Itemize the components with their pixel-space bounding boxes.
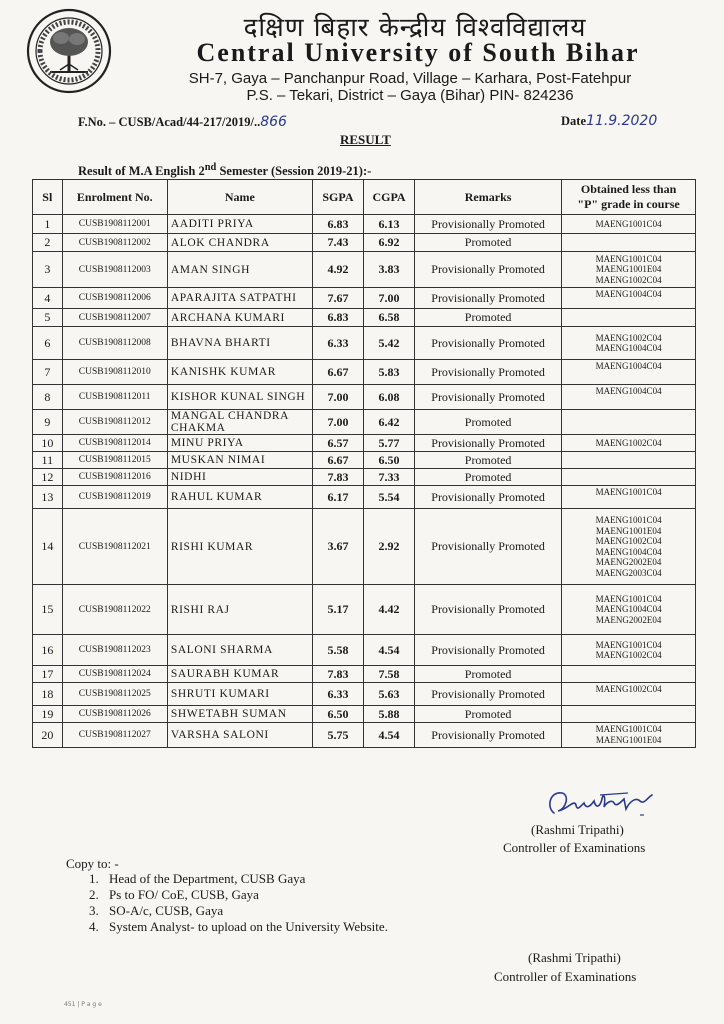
cell-remarks: Promoted bbox=[415, 706, 562, 723]
cell-cgpa: 7.33 bbox=[363, 469, 414, 486]
copy-to-label: Copy to: - bbox=[66, 856, 119, 871]
cell-sgpa: 5.17 bbox=[312, 585, 363, 635]
grade-header-line-2: "P" grade in course bbox=[577, 197, 680, 211]
university-name-english: Central University of South Bihar bbox=[196, 38, 640, 67]
cell-enrolment: CUSB1908112001 bbox=[62, 215, 167, 234]
cell-sgpa: 5.75 bbox=[312, 723, 363, 748]
subtitle-text-post: Semester (Session 2019-21):- bbox=[216, 164, 372, 179]
university-seal-logo bbox=[26, 8, 112, 94]
cell-sl: 18 bbox=[33, 683, 63, 706]
cell-sgpa: 5.58 bbox=[312, 635, 363, 666]
table-row bbox=[33, 683, 696, 706]
table-row bbox=[33, 635, 696, 666]
cell-name: KISHOR KUNAL SINGH bbox=[167, 385, 312, 410]
cell-cgpa: 6.58 bbox=[363, 309, 414, 327]
table-row bbox=[33, 327, 696, 360]
grade-course-code: MAENG1004C04 bbox=[595, 289, 662, 299]
copy-to-item bbox=[89, 903, 388, 919]
grade-course-code: MAENG1001C04 bbox=[595, 218, 662, 229]
cell-cgpa: 6.13 bbox=[363, 215, 414, 234]
cell-remarks: Provisionally Promoted bbox=[415, 509, 562, 585]
cell-cgpa: 5.54 bbox=[363, 486, 414, 509]
table-row bbox=[33, 410, 696, 435]
cell-enrolment: CUSB1908112011 bbox=[62, 385, 167, 410]
signatory-designation-footer: Controller of Examinations bbox=[494, 969, 637, 984]
col-header-sgpa: SGPA bbox=[312, 180, 363, 215]
cell-enrolment: CUSB1908112007 bbox=[62, 309, 167, 327]
cell-grades bbox=[562, 486, 696, 509]
cell-sgpa: 7.00 bbox=[312, 385, 363, 410]
copy-to-list bbox=[89, 871, 388, 935]
table-row bbox=[33, 252, 696, 288]
result-table-body bbox=[33, 215, 696, 748]
cell-sl: 19 bbox=[33, 706, 63, 723]
table-row bbox=[33, 385, 696, 410]
cell-sl: 10 bbox=[33, 435, 63, 452]
cell-enrolment: CUSB1908112026 bbox=[62, 706, 167, 723]
result-heading: RESULT bbox=[340, 132, 391, 147]
cell-grades bbox=[562, 452, 696, 469]
cell-grades bbox=[562, 435, 696, 452]
grade-course-code: MAENG1001C04 bbox=[595, 724, 662, 734]
cell-sl: 5 bbox=[33, 309, 63, 327]
result-subtitle bbox=[78, 162, 371, 179]
cell-grades bbox=[562, 666, 696, 683]
cell-cgpa: 4.42 bbox=[363, 585, 414, 635]
grade-course-code: MAENG1002C04 bbox=[595, 650, 662, 660]
grade-course-code: MAENG1001C04 bbox=[595, 487, 662, 497]
cell-remarks: Promoted bbox=[415, 469, 562, 486]
cell-name: AADITI PRIYA bbox=[167, 215, 312, 234]
cell-name: MUSKAN NIMAI bbox=[167, 452, 312, 469]
cell-grades bbox=[562, 635, 696, 666]
cell-remarks: Promoted bbox=[415, 666, 562, 683]
copy-to-text: Head of the Department, CUSB Gaya bbox=[109, 871, 306, 886]
cell-sgpa: 3.67 bbox=[312, 509, 363, 585]
cell-enrolment: CUSB1908112019 bbox=[62, 486, 167, 509]
col-header-sl: Sl bbox=[33, 180, 63, 215]
copy-to-number: 1. bbox=[89, 871, 99, 886]
cell-sgpa: 6.17 bbox=[312, 486, 363, 509]
cell-enrolment: CUSB1908112010 bbox=[62, 360, 167, 385]
cell-name: RAHUL KUMAR bbox=[167, 486, 312, 509]
cell-enrolment: CUSB1908112014 bbox=[62, 435, 167, 452]
table-row bbox=[33, 509, 696, 585]
cell-sl: 17 bbox=[33, 666, 63, 683]
cell-sl: 14 bbox=[33, 509, 63, 585]
cell-remarks: Provisionally Promoted bbox=[415, 486, 562, 509]
cell-sl: 2 bbox=[33, 234, 63, 252]
cell-name: BHAVNA BHARTI bbox=[167, 327, 312, 360]
grade-course-code: MAENG1004C04 bbox=[595, 546, 662, 557]
cell-sgpa: 6.83 bbox=[312, 309, 363, 327]
cell-remarks: Promoted bbox=[415, 452, 562, 469]
cell-cgpa: 7.00 bbox=[363, 288, 414, 309]
cell-sl: 8 bbox=[33, 385, 63, 410]
col-header-cgpa: CGPA bbox=[363, 180, 414, 215]
col-header-name: Name bbox=[167, 180, 312, 215]
cell-sl: 6 bbox=[33, 327, 63, 360]
copy-to-item bbox=[89, 919, 388, 935]
cell-name: AMAN SINGH bbox=[167, 252, 312, 288]
cell-sgpa: 7.67 bbox=[312, 288, 363, 309]
cell-remarks: Promoted bbox=[415, 309, 562, 327]
cell-name: RISHI RAJ bbox=[167, 585, 312, 635]
cell-enrolment: CUSB1908112022 bbox=[62, 585, 167, 635]
cell-grades bbox=[562, 309, 696, 327]
grade-course-code: MAENG1004C04 bbox=[595, 361, 662, 371]
cell-name: RISHI KUMAR bbox=[167, 509, 312, 585]
cell-sl: 1 bbox=[33, 215, 63, 234]
grade-course-code: MAENG1004C04 bbox=[595, 386, 662, 396]
copy-to-text: System Analyst- to upload on the University Website. bbox=[109, 919, 388, 934]
cell-name: SAURABH KUMAR bbox=[167, 666, 312, 683]
cell-grades bbox=[562, 723, 696, 748]
cell-name: ARCHANA KUMARI bbox=[167, 309, 312, 327]
signatory-name-footer: (Rashmi Tripathi) bbox=[528, 950, 621, 965]
col-header-remarks: Remarks bbox=[415, 180, 562, 215]
cell-remarks: Provisionally Promoted bbox=[415, 385, 562, 410]
cell-remarks: Provisionally Promoted bbox=[415, 683, 562, 706]
cell-grades bbox=[562, 288, 696, 309]
cell-enrolment: CUSB1908112021 bbox=[62, 509, 167, 585]
cell-sl: 9 bbox=[33, 410, 63, 435]
subtitle-superscript: nd bbox=[204, 162, 217, 173]
grade-course-code: MAENG2002E04 bbox=[595, 614, 662, 625]
copy-to-number: 3. bbox=[89, 903, 99, 918]
university-name-hindi: दक्षिण बिहार केन्द्रीय विश्वविद्यालय bbox=[243, 13, 587, 43]
cell-remarks: Provisionally Promoted bbox=[415, 215, 562, 234]
cell-remarks: Provisionally Promoted bbox=[415, 585, 562, 635]
grade-course-code: MAENG2002E04 bbox=[595, 557, 662, 567]
cell-enrolment: CUSB1908112008 bbox=[62, 327, 167, 360]
copy-to-text: SO-A/c, CUSB, Gaya bbox=[109, 903, 224, 918]
cell-grades bbox=[562, 360, 696, 385]
table-row bbox=[33, 309, 696, 327]
cell-grades bbox=[562, 706, 696, 723]
table-row bbox=[33, 288, 696, 309]
cell-grades bbox=[562, 252, 696, 288]
cell-sgpa: 6.83 bbox=[312, 215, 363, 234]
grade-course-code: MAENG1001E04 bbox=[595, 734, 662, 745]
cell-cgpa: 6.92 bbox=[363, 234, 414, 252]
cell-sl: 4 bbox=[33, 288, 63, 309]
grade-course-code: MAENG1001E04 bbox=[595, 264, 662, 275]
grade-course-code: MAENG1002C04 bbox=[595, 536, 662, 546]
grade-course-code: MAENG1002C04 bbox=[595, 684, 662, 694]
cell-enrolment: CUSB1908112024 bbox=[62, 666, 167, 683]
page-footer-mark: 451 | P a g e bbox=[64, 1001, 102, 1008]
col-header-grades bbox=[562, 180, 696, 215]
copy-to-number: 4. bbox=[89, 919, 99, 934]
cell-cgpa: 5.83 bbox=[363, 360, 414, 385]
cell-cgpa: 6.42 bbox=[363, 410, 414, 435]
cell-sl: 20 bbox=[33, 723, 63, 748]
cell-remarks: Provisionally Promoted bbox=[415, 435, 562, 452]
cell-enrolment: CUSB1908112016 bbox=[62, 469, 167, 486]
cell-remarks: Provisionally Promoted bbox=[415, 252, 562, 288]
cell-sgpa: 6.57 bbox=[312, 435, 363, 452]
file-number bbox=[78, 114, 287, 130]
cell-enrolment: CUSB1908112015 bbox=[62, 452, 167, 469]
result-table bbox=[32, 179, 696, 748]
grade-header-line-1: Obtained less than bbox=[580, 182, 677, 196]
cell-cgpa: 4.54 bbox=[363, 635, 414, 666]
cell-name: MANGAL CHANDRA CHAKMA bbox=[167, 410, 312, 435]
cell-enrolment: CUSB1908112002 bbox=[62, 234, 167, 252]
cell-sgpa: 6.33 bbox=[312, 327, 363, 360]
table-header-row bbox=[33, 180, 696, 215]
signatory-designation: Controller of Examinations bbox=[503, 840, 646, 855]
cell-sgpa: 6.67 bbox=[312, 360, 363, 385]
cell-grades bbox=[562, 585, 696, 635]
grade-course-code: MAENG1001E04 bbox=[595, 525, 662, 536]
file-number-handwritten: 866 bbox=[260, 114, 287, 130]
cell-name: ALOK CHANDRA bbox=[167, 234, 312, 252]
cell-sl: 16 bbox=[33, 635, 63, 666]
cell-cgpa: 2.92 bbox=[363, 509, 414, 585]
grade-course-code: MAENG1002C04 bbox=[595, 332, 662, 343]
cell-enrolment: CUSB1908112025 bbox=[62, 683, 167, 706]
document-date bbox=[561, 113, 657, 129]
cell-remarks: Promoted bbox=[415, 410, 562, 435]
cell-enrolment: CUSB1908112027 bbox=[62, 723, 167, 748]
cell-sl: 12 bbox=[33, 469, 63, 486]
cell-remarks: Promoted bbox=[415, 234, 562, 252]
cell-sl: 3 bbox=[33, 252, 63, 288]
cell-sgpa: 6.67 bbox=[312, 452, 363, 469]
cell-sl: 13 bbox=[33, 486, 63, 509]
cell-enrolment: CUSB1908112003 bbox=[62, 252, 167, 288]
grade-course-code: MAENG2003C04 bbox=[595, 567, 662, 578]
cell-sgpa: 7.83 bbox=[312, 666, 363, 683]
date-label: Date bbox=[561, 114, 586, 128]
table-row bbox=[33, 666, 696, 683]
grade-course-code: MAENG1001C04 bbox=[595, 253, 662, 264]
cell-name: APARAJITA SATPATHI bbox=[167, 288, 312, 309]
cell-grades bbox=[562, 385, 696, 410]
cell-grades bbox=[562, 509, 696, 585]
table-row bbox=[33, 452, 696, 469]
cell-name: SHWETABH SUMAN bbox=[167, 706, 312, 723]
table-row bbox=[33, 486, 696, 509]
table-row bbox=[33, 706, 696, 723]
cell-remarks: Provisionally Promoted bbox=[415, 288, 562, 309]
table-row bbox=[33, 723, 696, 748]
copy-to-number: 2. bbox=[89, 887, 99, 902]
cell-cgpa: 6.08 bbox=[363, 385, 414, 410]
cell-remarks: Provisionally Promoted bbox=[415, 723, 562, 748]
cell-name: SHRUTI KUMARI bbox=[167, 683, 312, 706]
cell-name: NIDHI bbox=[167, 469, 312, 486]
cell-sgpa: 7.00 bbox=[312, 410, 363, 435]
cell-cgpa: 7.58 bbox=[363, 666, 414, 683]
table-row bbox=[33, 469, 696, 486]
grade-course-code: MAENG1002C04 bbox=[595, 437, 662, 448]
grade-course-code: MAENG1004C04 bbox=[595, 604, 662, 615]
col-header-enrolment: Enrolment No. bbox=[62, 180, 167, 215]
table-row bbox=[33, 585, 696, 635]
table-row bbox=[33, 215, 696, 234]
cell-grades bbox=[562, 410, 696, 435]
grade-course-code: MAENG1001C04 bbox=[595, 593, 662, 604]
copy-to-text: Ps to FO/ CoE, CUSB, Gaya bbox=[109, 887, 259, 902]
cell-sgpa: 6.50 bbox=[312, 706, 363, 723]
cell-enrolment: CUSB1908112023 bbox=[62, 635, 167, 666]
cell-remarks: Provisionally Promoted bbox=[415, 360, 562, 385]
address-line-1: SH-7, Gaya – Panchanpur Road, Village – Karhara, Post-Fatehpur bbox=[188, 70, 632, 87]
grade-course-code: MAENG1002C04 bbox=[595, 274, 662, 285]
cell-remarks: Provisionally Promoted bbox=[415, 327, 562, 360]
date-handwritten: 11.9.2020 bbox=[586, 113, 658, 129]
cell-cgpa: 5.63 bbox=[363, 683, 414, 706]
cell-sgpa: 6.33 bbox=[312, 683, 363, 706]
signature-image bbox=[540, 785, 660, 821]
grade-course-code: MAENG1004C04 bbox=[595, 343, 662, 353]
cell-grades bbox=[562, 234, 696, 252]
cell-sl: 11 bbox=[33, 452, 63, 469]
cell-name: VARSHA SALONI bbox=[167, 723, 312, 748]
cell-grades bbox=[562, 327, 696, 360]
cell-grades bbox=[562, 683, 696, 706]
subtitle-text-pre: Result of M.A English 2 bbox=[78, 164, 205, 179]
cell-sl: 15 bbox=[33, 585, 63, 635]
signatory-name: (Rashmi Tripathi) bbox=[531, 822, 624, 837]
cell-name: KANISHK KUMAR bbox=[167, 360, 312, 385]
cell-cgpa: 6.50 bbox=[363, 452, 414, 469]
cell-cgpa: 5.88 bbox=[363, 706, 414, 723]
copy-to-item bbox=[89, 871, 388, 887]
cell-grades bbox=[562, 215, 696, 234]
cell-enrolment: CUSB1908112006 bbox=[62, 288, 167, 309]
cell-cgpa: 5.77 bbox=[363, 435, 414, 452]
cell-sgpa: 4.92 bbox=[312, 252, 363, 288]
file-number-label: F.No. – CUSB/Acad/44-217/2019/.. bbox=[78, 115, 261, 129]
cell-name: SALONI SHARMA bbox=[167, 635, 312, 666]
address-line-2: P.S. – Tekari, District – Gaya (Bihar) PIN- 824236 bbox=[246, 87, 574, 104]
cell-sgpa: 7.43 bbox=[312, 234, 363, 252]
cell-remarks: Provisionally Promoted bbox=[415, 635, 562, 666]
cell-name: MINU PRIYA bbox=[167, 435, 312, 452]
table-row bbox=[33, 234, 696, 252]
cell-sgpa: 7.83 bbox=[312, 469, 363, 486]
table-row bbox=[33, 360, 696, 385]
cell-cgpa: 5.42 bbox=[363, 327, 414, 360]
grade-course-code: MAENG1001C04 bbox=[595, 639, 662, 650]
copy-to-item bbox=[89, 887, 388, 903]
cell-enrolment: CUSB1908112012 bbox=[62, 410, 167, 435]
cell-grades bbox=[562, 469, 696, 486]
cell-sl: 7 bbox=[33, 360, 63, 385]
grade-course-code: MAENG1001C04 bbox=[595, 515, 662, 525]
cell-cgpa: 3.83 bbox=[363, 252, 414, 288]
cell-cgpa: 4.54 bbox=[363, 723, 414, 748]
table-row bbox=[33, 435, 696, 452]
